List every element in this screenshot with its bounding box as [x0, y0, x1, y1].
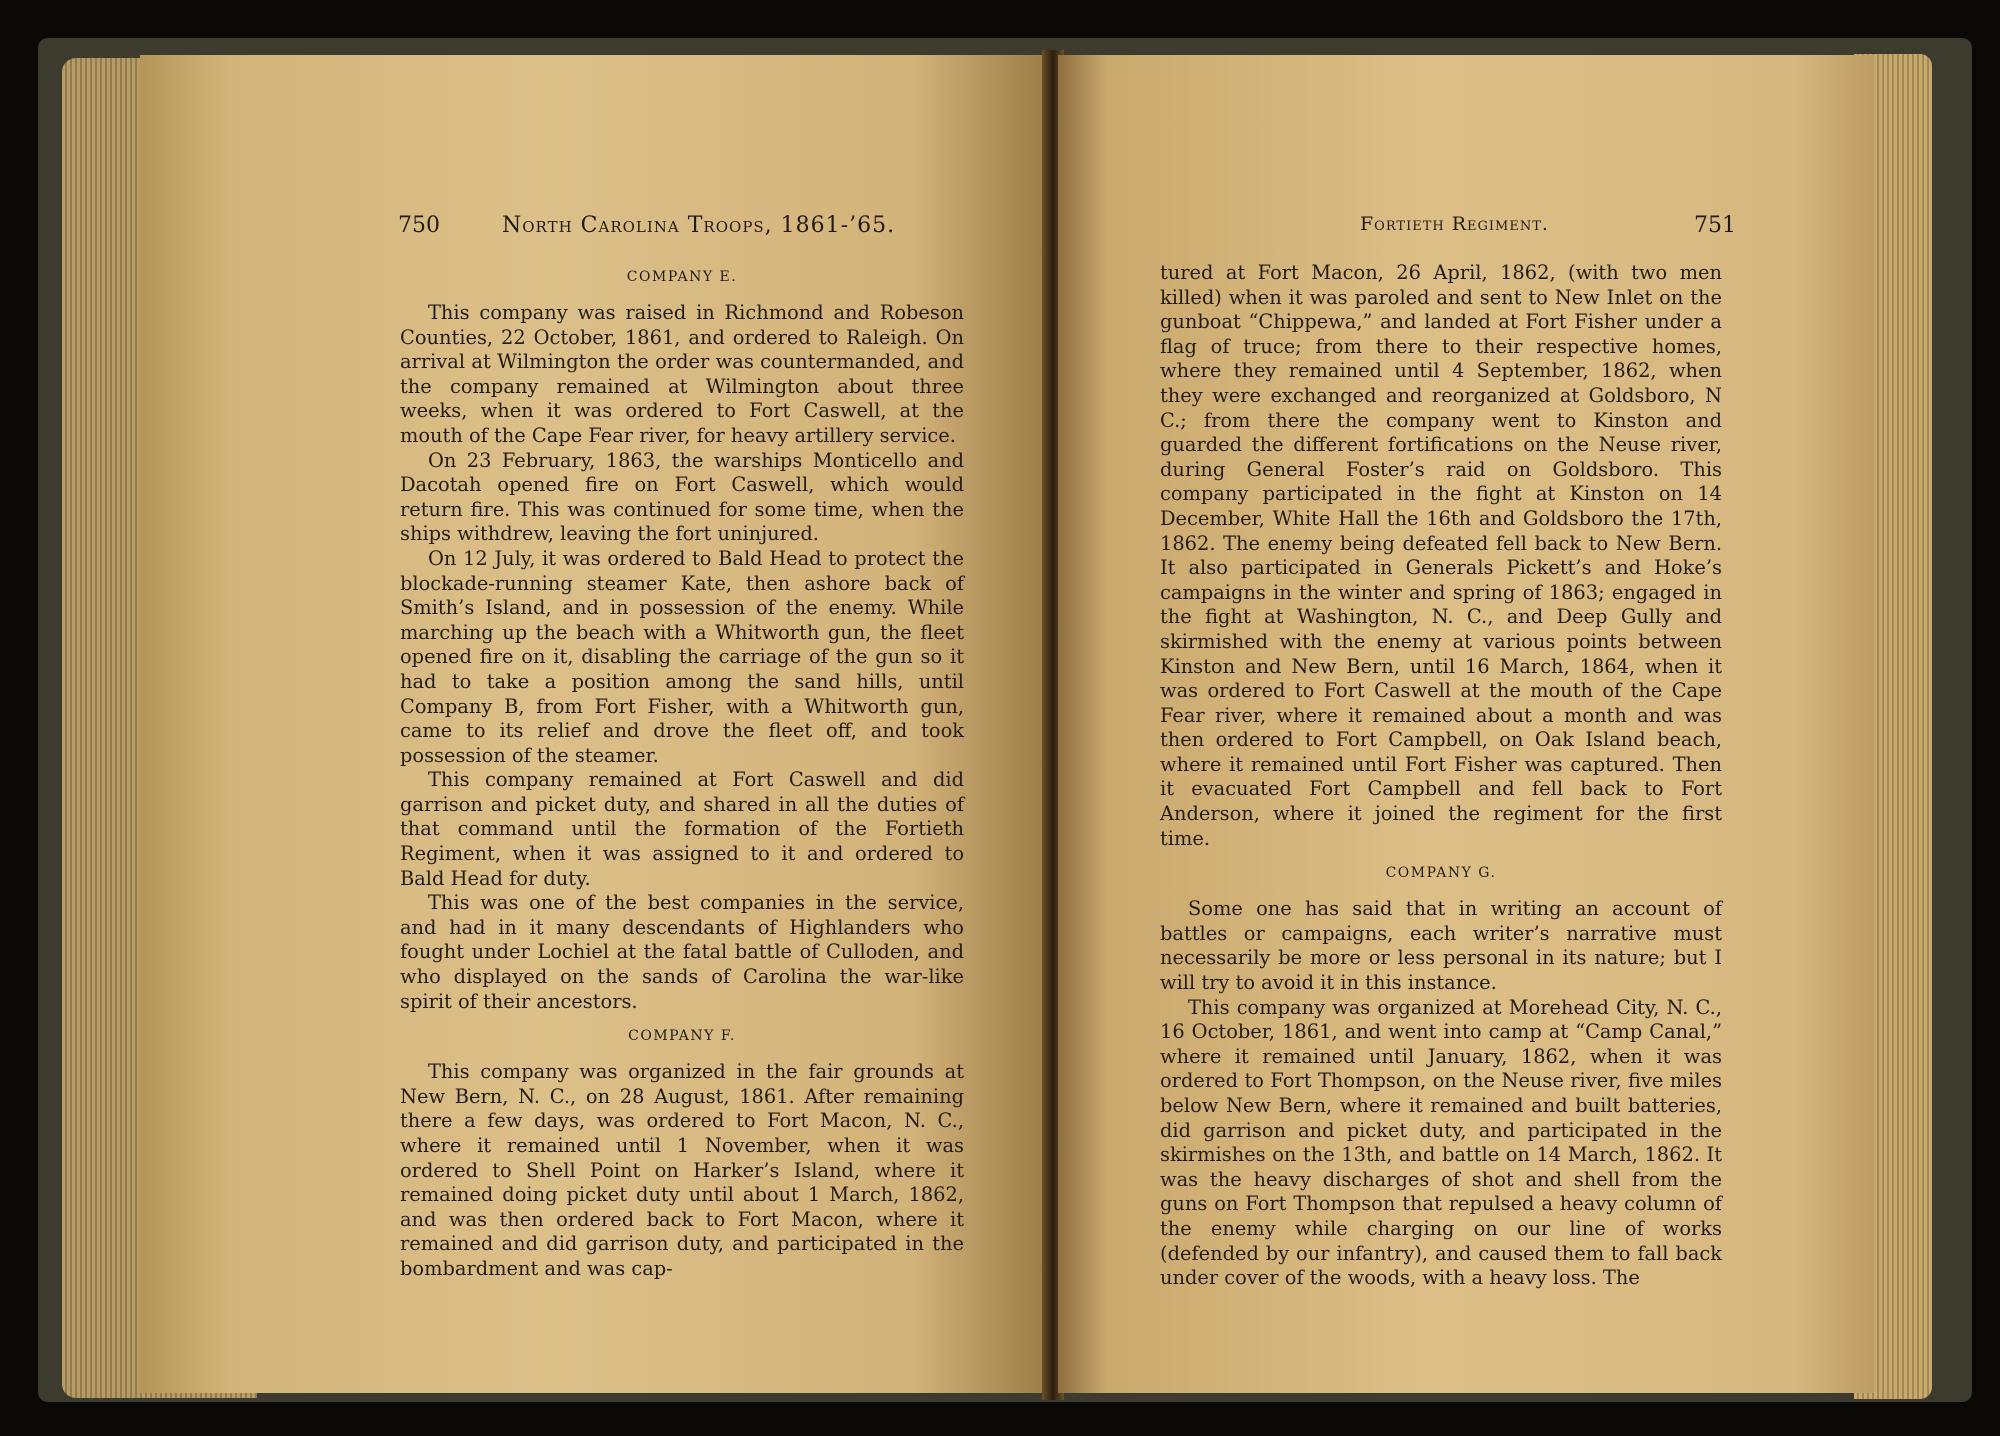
paragraph: On 12 July, it was ordered to Bald Head to protect the blockade-running steamer Kate, then ashore back of Smith’s Island, and in possession of the enemy. While marching up the beach with a Whitworth gun, the fleet opened fire on it, disabling the carriage of the gun so it had to take a position among the sand hills, until Company B, from Fort Fisher, with a Whitworth gun, came to its relief and drove the fleet off, and took possession of the steamer.	[400, 546, 964, 767]
paragraph: Some one has said that in writing an account of battles or campaigns, each writer’s narrative must necessarily be more or less personal in its nature; but I will try to avoid it in this instance.	[1160, 897, 1722, 995]
paragraph: This company was raised in Richmond and Robeson Counties, 22 October, 1861, and ordered to Raleigh. On arrival at Wilmington the order was countermanded, and the company remained at Wilmington about three weeks, when it was ordered to Fort Caswell, at the mouth of the Cape Fear river, for heavy artillery service.	[400, 301, 964, 447]
section-heading: COMPANY F.	[628, 1028, 736, 1045]
left-page	[140, 55, 1048, 1393]
section-heading: COMPANY E.	[626, 269, 738, 285]
left-running-head: North Carolina Troops, 1861-’65.	[502, 213, 896, 238]
left-page-number: 750	[398, 213, 440, 238]
right-page-number: 751	[1694, 213, 1736, 238]
right-text-column	[1160, 261, 1722, 1291]
paragraph: This company remained at Fort Caswell and did garrison and picket duty, and shared in all the duties of that command until the formation of the Fortieth Regiment, when it was assigned to it and ordered to Bald Head for duty.	[400, 768, 964, 890]
right-running-head: Fortieth Regiment.	[1360, 213, 1549, 235]
paragraph: On 23 February, 1863, the warships Monticello and Dacotah opened fire on Fort Caswell, which would return fire. This was continued for some time, when the ships withdrew, leaving the fort uninjured.	[400, 448, 964, 546]
paragraph: This company was organized at Morehead City, N. C., 16 October, 1861, and went into camp at “Camp Canal,” where it remained until January, 1862, when it was ordered to Fort Thompson, on the Neuse river, five miles below New Bern, where it remained and built batteries, did garrison and picket duty, and participated in the skirmishes on the 13th, and battle on 14 March, 1862. It was the heavy discharges of shot and shell from the guns on Fort Thompson that repulsed a heavy column of the enemy while charging on our line of works (defended by our infantry), and caused them to fall back under cover of the woods, with a heavy loss. The	[1160, 995, 1722, 1290]
section-heading: COMPANY G.	[1385, 865, 1497, 882]
paragraph: This was one of the best companies in the service, and had in it many descendants of Highlanders who fought under Lochiel at the fatal battle of Culloden, and who displayed on the sands of Carolina the war-like spirit of their ancestors.	[400, 891, 964, 1013]
left-text-column	[400, 255, 964, 1282]
paragraph: This company was organized in the fair grounds at New Bern, N. C., on 28 August, 1861. After remaining there a few days, was ordered to Fort Macon, N. C., where it remained until 1 November, when it was ordered to Shell Point on Harker’s Island, where it remained doing picket duty until about 1 March, 1862, and was then ordered back to Fort Macon, where it remained and did garrison duty, and participated in the bombardment and was cap-	[400, 1060, 964, 1280]
continued-paragraph: tured at Fort Macon, 26 April, 1862, (with two men killed) when it was paroled and sent to New Inlet on the gunboat “Chippewa,” and landed at Fort Fisher under a flag of truce; from there to their respective homes, where they remained until 4 September, 1862, when they were exchanged and reorganized at Goldsboro, N C.; from there the company went to Kinston and guarded the different fortifications on the Neuse river, during General Foster’s raid on Goldsboro. This company participated in the fight at Kinston on 14 December, White Hall the 16th and Goldsboro the 17th, 1862. The enemy being defeated fell back to New Bern. It also participated in Generals Pickett’s and Hoke’s campaigns in the winter and spring of 1863; engaged in the fight at Washington, N. C., and Deep Gully and skirmished with the enemy at various points between Kinston and New Bern, until 16 March, 1864, when it was ordered to Fort Caswell at the mouth of the Cape Fear river, where it remained about a month and was then ordered to Fort Campbell, on Oak Island beach, where it remained until Fort Fisher was captured. Then it evacuated Fort Campbell and fell back to Fort Anderson, where it joined the regiment for the first time.	[1160, 261, 1722, 850]
right-page	[1058, 55, 1874, 1393]
